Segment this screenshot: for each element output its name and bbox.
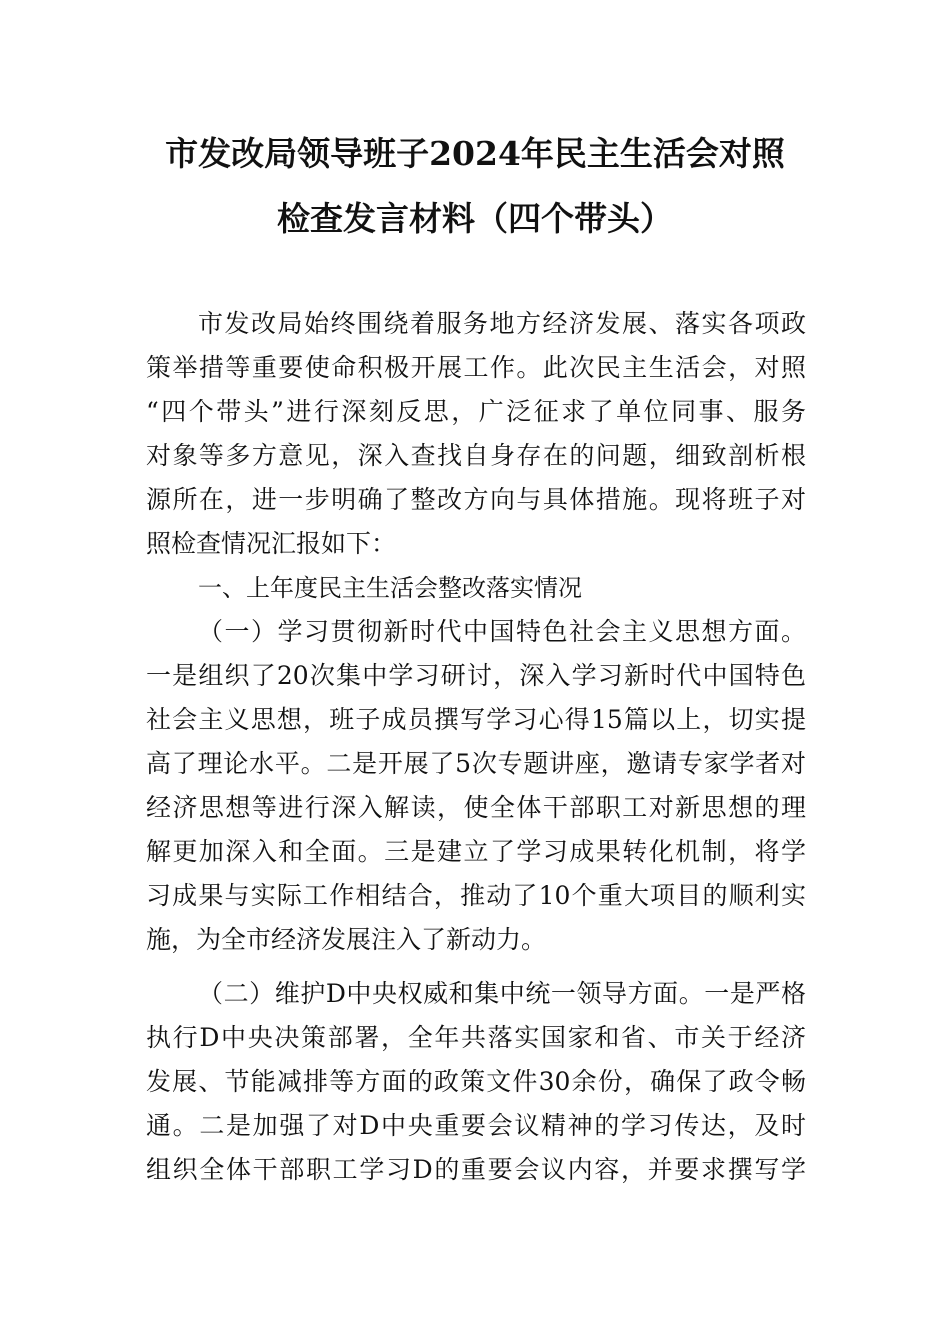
intro-line: 照检查情况汇报如下： bbox=[146, 529, 397, 558]
subsection-1-line: 习成果与实际工作相结合，推动了10个重大项目的顺利实 bbox=[146, 881, 806, 910]
subsection-2-line: 发展、节能减排等方面的政策文件30余份，确保了政令畅 bbox=[146, 1067, 806, 1096]
intro-line: 源所在，进一步明确了整改方向与具体措施。现将班子对 bbox=[146, 485, 806, 514]
document-title-line-2: 检查发言材料（四个带头） bbox=[277, 199, 673, 238]
subsection-2-line: 通。二是加强了对D中央重要会议精神的学习传达，及时 bbox=[146, 1111, 806, 1140]
intro-line: 市发改局始终围绕着服务地方经济发展、落实各项政 bbox=[198, 309, 806, 338]
subsection-1-line: 经济思想等进行深入解读，使全体干部职工对新思想的理 bbox=[146, 793, 806, 822]
intro-line: “四个带头”进行深刻反思，广泛征求了单位同事、服务 bbox=[146, 397, 806, 426]
intro-line: 策举措等重要使命积极开展工作。此次民主生活会，对照 bbox=[146, 353, 806, 382]
document-body bbox=[146, 302, 806, 1192]
subsection-2-line: 执行D中央决策部署，全年共落实国家和省、市关于经济 bbox=[146, 1023, 806, 1052]
subsection-2-line: 组织全体干部职工学习D的重要会议内容，并要求撰写学 bbox=[146, 1155, 806, 1184]
subsection-1-line: 社会主义思想，班子成员撰写学习心得15篇以上，切实提 bbox=[146, 705, 806, 734]
subsection-1-line: （一）学习贯彻新时代中国特色社会主义思想方面。 bbox=[198, 617, 806, 646]
subsection-1-line: 解更加深入和全面。三是建立了学习成果转化机制，将学 bbox=[146, 837, 806, 866]
subsection-1-line: 高了理论水平。二是开展了5次专题讲座，邀请专家学者对 bbox=[146, 749, 806, 778]
document-title-line-1: 市发改局领导班子2024年民主生活会对照 bbox=[165, 134, 785, 173]
intro-line: 对象等多方意见，深入查找自身存在的问题，细致剖析根 bbox=[146, 441, 806, 470]
subsection-2-line: （二）维护D中央权威和集中统一领导方面。一是严格 bbox=[198, 979, 806, 1008]
subsection-1-line: 施，为全市经济发展注入了新动力。 bbox=[146, 925, 547, 954]
section-heading: 一、上年度民主生活会整改落实情况 bbox=[198, 574, 582, 602]
subsection-1-line: 一是组织了20次集中学习研讨，深入学习新时代中国特色 bbox=[146, 661, 806, 690]
